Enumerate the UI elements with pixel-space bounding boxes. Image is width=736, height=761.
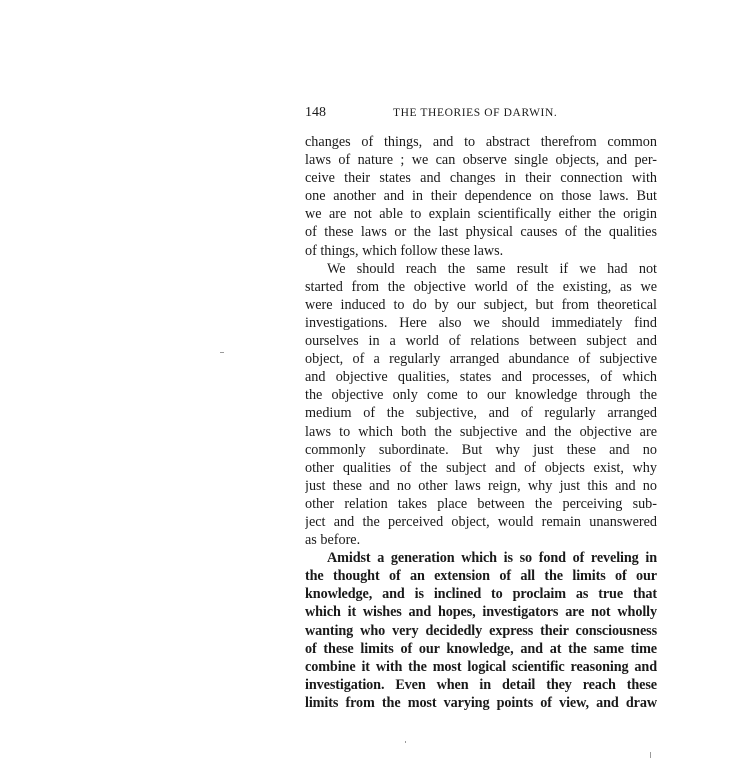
text-line: other relation takes place between the perceiving sub- bbox=[305, 495, 657, 512]
text-line: one another and in their dependence on those laws. But bbox=[305, 188, 657, 205]
text-line: changes of things, and to abstract therefrom common bbox=[305, 134, 657, 150]
text-line: Amidst a generation which is so fond of reveling in bbox=[327, 550, 657, 567]
page-number: 148 bbox=[305, 105, 326, 120]
text-line: we are not able to explain scientifically either the origin bbox=[305, 206, 657, 223]
text-line: other qualities of the subject and of objects exist, why bbox=[305, 459, 657, 476]
text-line: started from the objective world of the existing, as we bbox=[305, 278, 657, 295]
text-line: the objective only come to our knowledge through the bbox=[305, 387, 657, 404]
paragraph-3 bbox=[305, 549, 657, 712]
text-line: the thought of an extension of all the limits of our bbox=[305, 568, 657, 585]
text-line: combine it with the most logical scientific reasoning and bbox=[305, 658, 657, 675]
paragraph-1 bbox=[305, 133, 657, 260]
text-line: limits from the most varying points of view, and draw bbox=[305, 694, 657, 711]
text-line: investigations. Here also we should immediately find bbox=[305, 314, 657, 331]
text-line: of things, which follow these laws. bbox=[305, 242, 504, 259]
text-line: ourselves in a world of relations between subject and bbox=[305, 333, 657, 350]
text-line: and objective qualities, states and processes, of which bbox=[305, 369, 657, 386]
text-line: commonly subordinate. But why just these and no bbox=[305, 441, 657, 458]
text-line: of these laws or the last physical causes of the qualities bbox=[305, 224, 657, 241]
text-line: We should reach the same result if we had not bbox=[327, 260, 657, 277]
text-line: ject and the perceived object, would remain unanswered bbox=[305, 513, 657, 530]
text-line: laws of nature ; we can observe single objects, and per- bbox=[305, 152, 657, 169]
text-line: wanting who very decidedly express their consciousness bbox=[305, 622, 657, 639]
text-line: of these limits of our knowledge, and at the same time bbox=[305, 640, 657, 657]
text-line: which it wishes and hopes, investigators are not wholly bbox=[305, 604, 657, 621]
running-title: THE THEORIES OF DARWIN. bbox=[393, 107, 558, 119]
page-header bbox=[305, 105, 657, 123]
text-line: laws to which both the subjective and the objective are bbox=[305, 423, 657, 440]
scan-speck bbox=[405, 741, 406, 743]
scan-speck bbox=[220, 352, 224, 353]
text-line: ceive their states and changes in their connection with bbox=[305, 170, 657, 187]
body-text bbox=[305, 133, 657, 712]
scan-speck bbox=[650, 752, 651, 758]
text-line: object, of a regularly arranged abundance of subjective bbox=[305, 351, 657, 368]
text-line: medium of the subjective, and of regularly arranged bbox=[305, 405, 657, 422]
text-line: just these and no other laws reign, why just this and no bbox=[305, 477, 657, 494]
text-line: as before. bbox=[305, 532, 361, 549]
paragraph-2 bbox=[305, 260, 657, 550]
text-line: were induced to do by our subject, but from theoretical bbox=[305, 296, 657, 313]
text-line: investigation. Even when in detail they reach these bbox=[305, 676, 657, 693]
text-line: knowledge, and is inclined to proclaim as true that bbox=[305, 586, 657, 603]
